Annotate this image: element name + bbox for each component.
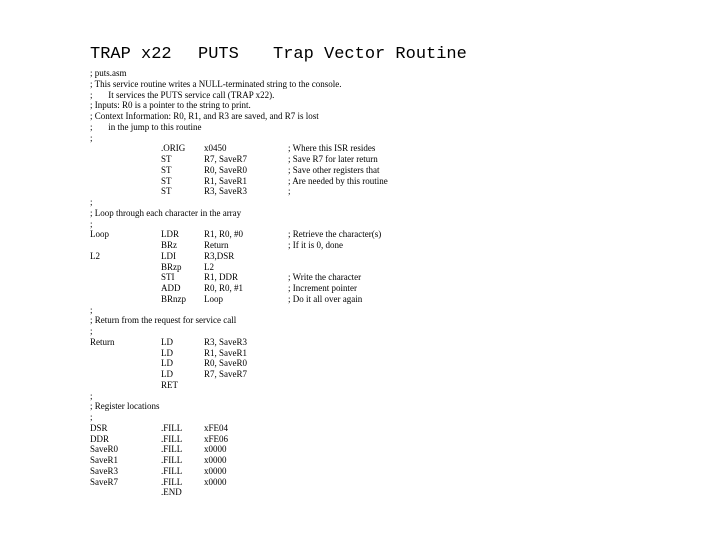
comment-line xyxy=(90,100,650,111)
instruction-line xyxy=(90,358,650,369)
line-operands: R3, SaveR3 xyxy=(204,336,248,347)
comment-text: ; xyxy=(90,304,93,315)
line-comment: ; Save other registers that xyxy=(288,164,380,175)
line-label: Return xyxy=(90,336,115,347)
line-label: Loop xyxy=(90,229,109,240)
title-service-name: PUTS xyxy=(198,45,239,64)
comment-text: ; Inputs: R0 is a pointer to the string to print. xyxy=(90,100,251,111)
comment-line xyxy=(90,111,650,122)
line-operands: R1, R0, #0 xyxy=(204,229,244,240)
line-opcode: LD xyxy=(161,369,173,379)
instruction-line xyxy=(90,272,650,283)
comment-text: ; Return from the request for service call xyxy=(90,315,237,326)
line-opcode: .FILL xyxy=(161,476,183,487)
line-operands: xFE04 xyxy=(204,422,229,433)
comment-text: ; xyxy=(90,412,93,422)
line-operands: R1, SaveR1 xyxy=(204,175,248,186)
comment-line xyxy=(90,391,650,402)
instruction-line xyxy=(90,466,650,477)
line-label: SaveR3 xyxy=(90,465,118,476)
comment-line xyxy=(90,326,650,337)
instruction-line xyxy=(90,477,650,488)
instruction-line xyxy=(90,294,650,305)
comment-line xyxy=(90,208,650,219)
comment-line xyxy=(90,79,650,90)
line-operands: R3,DSR xyxy=(204,250,235,261)
comment-text: ; Register locations xyxy=(90,401,160,412)
line-comment: ; Increment pointer xyxy=(288,283,357,293)
line-opcode: LD xyxy=(161,358,173,369)
line-label: DDR xyxy=(90,433,110,444)
line-operands: R1, DDR xyxy=(204,272,239,283)
line-operands: R7, SaveR7 xyxy=(204,369,248,379)
line-comment: ; xyxy=(288,186,291,197)
instruction-line xyxy=(90,154,650,165)
line-opcode: RET xyxy=(161,379,178,390)
instruction-line xyxy=(90,283,650,294)
line-operands: L2 xyxy=(204,261,214,272)
comment-text: ; xyxy=(90,197,93,207)
line-operands: x0000 xyxy=(204,476,227,487)
instruction-line xyxy=(90,186,650,197)
comment-text: ; xyxy=(90,218,93,229)
line-opcode: .FILL xyxy=(161,465,183,476)
instruction-line xyxy=(90,240,650,251)
line-operands: R3, SaveR3 xyxy=(204,186,248,197)
line-opcode: LD xyxy=(161,347,173,358)
line-operands: Return xyxy=(204,240,229,250)
line-opcode: BRzp xyxy=(161,261,182,272)
line-opcode: .FILL xyxy=(161,422,183,433)
comment-text: ; Loop through each character in the array xyxy=(90,207,242,218)
title-description: Trap Vector Routine xyxy=(273,45,467,64)
line-operands: x0000 xyxy=(204,465,227,476)
line-opcode: BRz xyxy=(161,240,178,250)
instruction-line xyxy=(90,143,650,154)
title-trap-name: TRAP x22 xyxy=(90,45,172,64)
comment-line xyxy=(90,68,650,79)
comment-line xyxy=(90,90,650,101)
instruction-line xyxy=(90,348,650,359)
comment-line xyxy=(90,197,650,208)
line-operands: R0, SaveR0 xyxy=(204,358,248,369)
comment-line xyxy=(90,122,650,133)
line-comment: ; Where this ISR resides xyxy=(288,143,376,154)
line-opcode: .FILL xyxy=(161,444,183,455)
instruction-line xyxy=(90,229,650,240)
line-opcode: ST xyxy=(161,175,172,186)
line-operands: R0, SaveR0 xyxy=(204,164,248,175)
line-opcode: .FILL xyxy=(161,455,183,465)
comment-text: ; xyxy=(90,390,93,401)
line-operands: R0, R0, #1 xyxy=(204,283,244,293)
instruction-line xyxy=(90,423,650,434)
line-label: SaveR7 xyxy=(90,476,118,487)
line-comment: ; If it is 0, done xyxy=(288,240,343,250)
line-opcode: ST xyxy=(161,154,172,164)
line-opcode: .ORIG xyxy=(161,143,186,154)
line-opcode: LDR xyxy=(161,229,179,240)
line-label: DSR xyxy=(90,422,108,433)
line-comment: ; Are needed by this routine xyxy=(288,175,388,186)
line-operands: R1, SaveR1 xyxy=(204,347,248,358)
line-opcode: ADD xyxy=(161,283,181,293)
comment-line xyxy=(90,219,650,230)
comment-line xyxy=(90,305,650,316)
line-label: L2 xyxy=(90,250,100,261)
line-comment: ; Write the character xyxy=(288,272,362,283)
comment-text: ; xyxy=(90,326,93,336)
line-comment: ; Retrieve the character(s) xyxy=(288,229,382,240)
line-comment: ; Save R7 for later return xyxy=(288,154,378,164)
instruction-line xyxy=(90,434,650,445)
line-opcode: ST xyxy=(161,186,172,197)
line-operands: Loop xyxy=(204,293,223,304)
instruction-line xyxy=(90,176,650,187)
instruction-line xyxy=(90,165,650,176)
instruction-line xyxy=(90,251,650,262)
line-operands: x0000 xyxy=(204,455,227,465)
line-opcode: LDI xyxy=(161,250,176,261)
comment-text: ; Context Information: R0, R1, and R3 are saved, and R7 is lost xyxy=(90,111,319,121)
comment-line xyxy=(90,412,650,423)
comment-line xyxy=(90,401,650,412)
line-label: SaveR1 xyxy=(90,455,118,465)
instruction-line xyxy=(90,487,650,498)
comment-text: ; in the jump to this routine xyxy=(90,121,202,132)
line-operands: x0000 xyxy=(204,444,227,455)
line-comment: ; Do it all over again xyxy=(288,293,363,304)
comment-text: ; puts.asm xyxy=(90,68,127,78)
line-opcode: .END xyxy=(161,487,182,498)
comment-text: ; It services the PUTS service call (TRAP x22). xyxy=(90,89,275,100)
line-operands: xFE06 xyxy=(204,433,229,444)
instruction-line xyxy=(90,262,650,273)
line-opcode: LD xyxy=(161,336,173,347)
line-opcode: BRnzp xyxy=(161,293,187,304)
comment-text: ; This service routine writes a NULL-terminated string to the console. xyxy=(90,78,342,89)
instruction-line xyxy=(90,444,650,455)
instruction-line xyxy=(90,380,650,391)
comment-text: ; xyxy=(90,132,93,143)
line-operands: x0450 xyxy=(204,143,227,154)
line-label: SaveR0 xyxy=(90,444,118,455)
comment-line xyxy=(90,315,650,326)
line-opcode: .FILL xyxy=(161,433,183,444)
line-opcode: ST xyxy=(161,164,172,175)
instruction-line xyxy=(90,455,650,466)
line-operands: R7, SaveR7 xyxy=(204,154,248,164)
instruction-line xyxy=(90,337,650,348)
comment-line xyxy=(90,133,650,144)
instruction-line xyxy=(90,369,650,380)
line-opcode: STI xyxy=(161,272,175,283)
